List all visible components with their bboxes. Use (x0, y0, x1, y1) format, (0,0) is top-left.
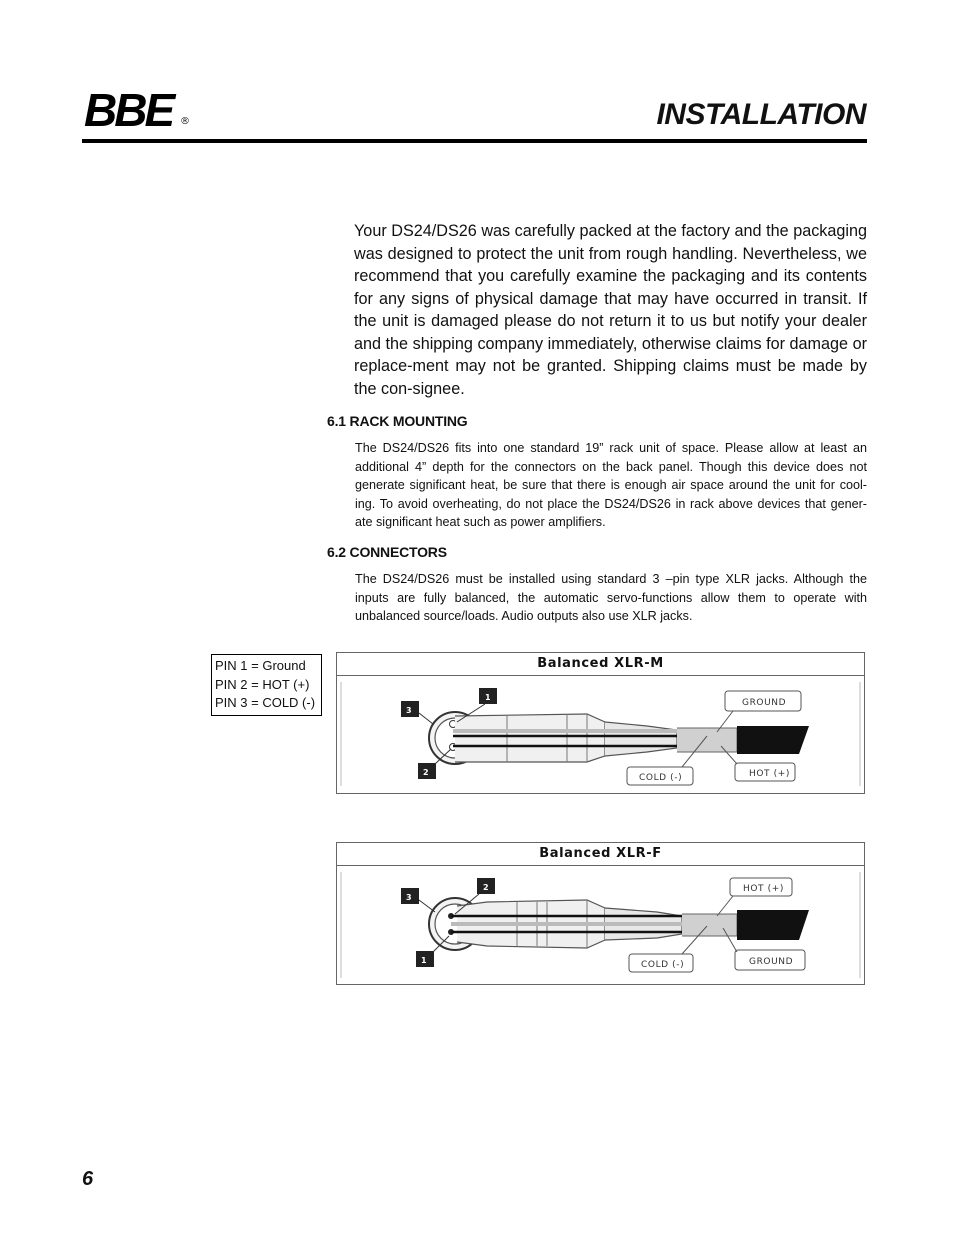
label-hot: HOT (+) (749, 769, 790, 779)
figure-xlr-male (336, 652, 865, 794)
figure-title: Balanced XLR-M (337, 653, 864, 676)
svg-text:BBE: BBE (84, 88, 173, 132)
pin-legend-item: PIN 2 = HOT (+) (215, 676, 310, 692)
registered-mark: ® (180, 116, 190, 127)
section-heading-connectors: 6.2 CONNECTORS (327, 544, 447, 560)
pin-tag-3: 3 (406, 706, 412, 715)
pin-legend-item: PIN 1 = Ground (215, 658, 306, 673)
xlr-male-diagram (337, 676, 864, 793)
xlr-female-diagram (337, 866, 864, 984)
header-rule (82, 139, 867, 143)
pin-legend-item: PIN 3 = COLD (-) (215, 695, 316, 711)
figure-title: Balanced XLR-F (337, 843, 864, 866)
pin-tag-2: 2 (423, 768, 429, 777)
label-cold: COLD (-) (639, 773, 683, 783)
pin-legend (211, 654, 322, 716)
pin-tag-2: 2 (483, 883, 489, 892)
page-title: INSTALLATION (656, 98, 866, 131)
label-cold: COLD (-) (641, 960, 685, 970)
bbe-logo (84, 88, 194, 132)
page-number: 6 (82, 1168, 94, 1190)
label-hot: HOT (+) (743, 884, 784, 894)
figure-xlr-female (336, 842, 865, 985)
intro-paragraph: Your DS24/DS26 was carefully packed at the factory and the packaging was designed to protect the unit from rough handling. Nevertheless, we recommend that you carefully examine the packaging and its contents for any signs of physical damage that may have occurred in transit. If the unit is damaged please do not return it to us but notify your dealer and the shipping company immediately, otherwise claims for damage or replace-ment may not be granted. Shipping claims must be made by the con-signee. (354, 222, 867, 398)
label-ground: GROUND (749, 957, 794, 967)
label-ground: GROUND (742, 698, 787, 708)
pin-tag-1: 1 (421, 956, 427, 965)
section-heading-rack-mounting: 6.1 RACK MOUNTING (327, 413, 468, 429)
section-body-connectors: The DS24/DS26 must be installed using standard 3 –pin type XLR jacks. Although the inputs are fully balanced, the automatic servo-functions allow them to operate with unbalanced source/loads. Audio outputs also use XLR jacks. (355, 572, 867, 624)
section-body-rack-mounting: The DS24/DS26 fits into one standard 19” rack unit of space. Please allow at least an additional 4” depth for the connectors on the back panel. Though this device does not generate significant heat, be sure that there is enough air space around the unit for cool-ing. To avoid overheating, do not place the DS24/DS26 in rack above devices that gener-ate significant heat such as power amplifiers. (355, 441, 867, 530)
pin-tag-1: 1 (485, 693, 491, 702)
pin-tag-3: 3 (406, 893, 412, 902)
